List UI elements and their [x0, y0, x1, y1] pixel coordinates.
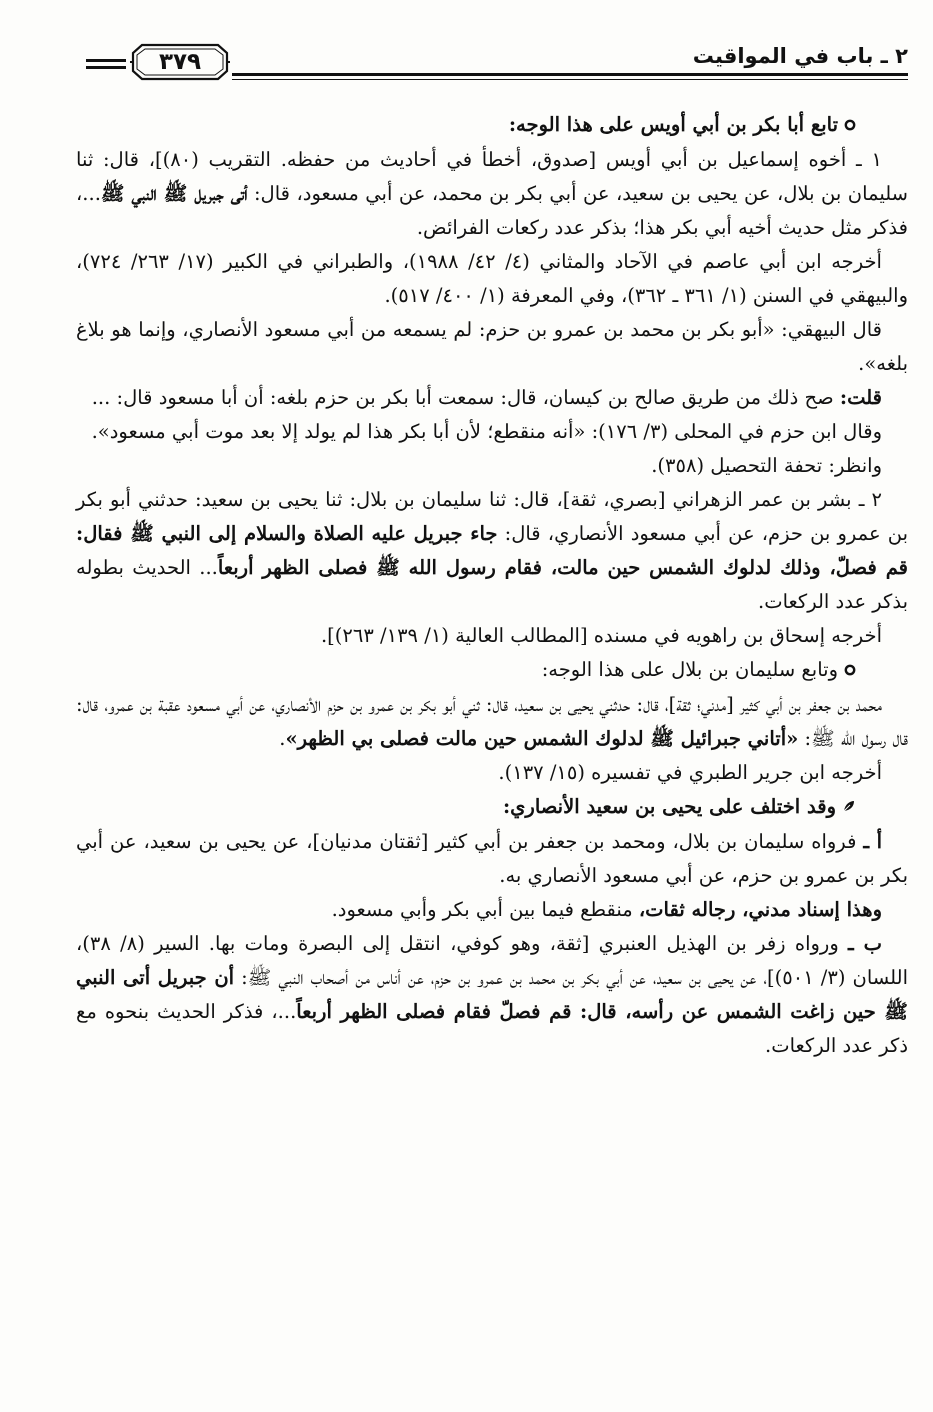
header-rule-thin	[232, 79, 908, 80]
page-header	[72, 40, 908, 100]
paragraph: أخرجه إسحاق بن راهويه في مسنده [المطالب العالية (١/ ١٣٩/ ٢٦٣)].	[320, 624, 882, 647]
paragraph	[76, 893, 908, 927]
hadith-text: «أتاني جبرائيل ﷺ لدلوك الشمس حين مالت فصلى بي الظهر»	[285, 727, 799, 750]
paragraph	[76, 825, 908, 893]
text-run: ٢ ـ بشر بن عمر الزهراني [بصري، ثقة]، قال: ثنا سليمان بن بلال: ثنا يحيى بن سعيد: حدثني أبو بكر بن عمرو بن حزم، عن أبي مسعود الأنصاري، قال:	[76, 488, 909, 545]
text-run: ورواه زفر بن الهذيل العنبري [ثقة، وهو كوفي، انتقل إلى البصرة ومات بها. السير (٨/ ٣٨)، اللسان (٣/ ٥٠١)]، عن يحيى بن سعيد، عن أبي بكر بن محمد بن عمرو بن حزم، عن أناس من أصحاب النبي ﷺ:	[76, 932, 908, 989]
text-run: ...، فذكر مثل حديث أخيه أبي بكر هذا؛ بذكر عدد ركعات الفرائض.	[76, 182, 908, 239]
text-run: منقطع فيما بين أبي بكر وأبي مسعود.	[331, 898, 639, 921]
text-run: فرواه سليمان بن بلال، ومحمد بن جعفر بن أبي كثير [ثقتان مدنيان]، عن يحيى بن سعيد، عن أبي بكر بن عمرو بن حزم، عن أبي مسعود الأنصاري به.	[76, 830, 908, 887]
paragraph: قال البيهقي: «أبو بكر بن محمد بن عمرو بن حزم: لم يسمعه من أبي مسعود الأنصاري، وإنما هو بلاغ بلغه».	[76, 318, 908, 375]
text-run: ...، فذكر الحديث بنحوه مع ذكر عدد الركعات.	[76, 1000, 908, 1057]
paragraph	[76, 927, 908, 1063]
ruling-text: وهذا إسناد مدني، رجاله ثقات،	[638, 898, 882, 921]
paragraph	[76, 790, 908, 825]
text-run: محمد بن جعفر بن أبي كثير [مدني؛ ثقة]، قال: حدثني يحيى بن سعيد، قال: ثني أبو بكر بن عمرو بن حزم الأنصاري، عن أبي مسعود عقبة بن عمرو، قال: قال رسول الله ﷺ:	[76, 693, 908, 750]
paragraph	[76, 381, 908, 415]
text-run: ١ ـ أخوه إسماعيل بن أبي أويس [صدوق، أخطأ في أحاديث من حفظه. التقريب (٨٠)]، قال: ثنا سليمان بن بلال، عن يحيى بن سعيد، عن أبي بكر بن محمد، عن أبي مسعود، قال:	[76, 148, 908, 205]
paragraph: وانظر: تحفة التحصيل (٣٥٨).	[651, 454, 882, 477]
paragraph	[76, 688, 908, 756]
paragraph: أخرجه ابن أبي عاصم في الآحاد والمثاني (٤/ ٤٢/ ١٩٨٨)، والطبراني في الكبير (١٧/ ٢٦٣/ ٧٢٤)، والبيهقي في السنن (١/ ٣٦١ ـ ٣٦٢)، وفي المعرفة (١/ ٤٠٠/ ٥١٧).	[76, 250, 908, 307]
circle-bullet-icon	[844, 109, 882, 143]
text-run: وتابع سليمان بن بلال على هذا الوجه:	[541, 658, 838, 681]
section-heading: وقد اختلف على يحيى بن سعيد الأنصاري:	[502, 795, 836, 818]
text-run: .	[279, 727, 286, 750]
paragraph: وقال ابن حزم في المحلى (٣/ ١٧٦): «أنه منقطع؛ لأن أبا بكر هذا لم يولد إلا بعد موت أبي مسعود».	[91, 420, 882, 443]
header-left-stroke	[86, 66, 126, 69]
header-left-stroke	[86, 59, 126, 62]
page-body	[76, 108, 908, 1063]
text-run: ... الحديث بطوله بذكر عدد الركعات.	[76, 556, 908, 613]
circle-bullet-icon	[844, 654, 882, 688]
paragraph	[76, 483, 908, 619]
paragraph	[76, 143, 908, 245]
chapter-title: ٢ ـ باب في المواقيت	[692, 44, 908, 68]
header-rule-thick	[232, 73, 908, 76]
list-marker: ب ـ	[848, 932, 882, 955]
hadith-text: أن جبريل أتى النبي ﷺ حين زاغت الشمس عن رأسه، قال: قم فصلّ فقام فصلى الظهر أربعاً	[76, 966, 908, 1023]
text-run: صح ذلك من طريق صالح بن كيسان، قال: سمعت أبا بكر بن حزم بلغه: أن أبا مسعود قال: ...	[91, 386, 840, 409]
paragraph: أخرجه ابن جرير الطبري في تفسيره (١٥/ ١٣٧).	[498, 761, 882, 784]
page-number-badge	[130, 42, 230, 82]
leaf-ornament-icon	[842, 791, 882, 825]
hadith-text: أتى جبريل ﷺ النبي ﷺ	[100, 182, 248, 205]
note-label: قلت:	[839, 386, 882, 409]
section-heading: تابع أبا بكر بن أبي أويس على هذا الوجه:	[508, 113, 838, 136]
page-number: ٣٧٩	[158, 49, 202, 75]
paragraph	[76, 653, 908, 688]
paragraph	[76, 108, 908, 143]
list-marker: أ ـ	[863, 830, 882, 853]
hadith-text: جاء جبريل عليه الصلاة والسلام إلى النبي ﷺ فقال: قم فصلّ، وذلك لدلوك الشمس حين مالت، فقام رسول الله ﷺ فصلى الظهر أربعاً	[76, 522, 908, 579]
